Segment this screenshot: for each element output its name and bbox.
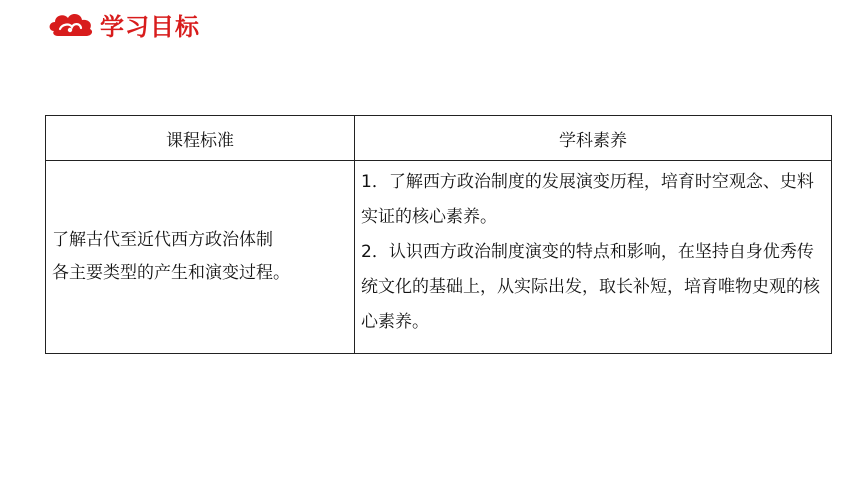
column-header-standard: 课程标准 <box>46 116 355 161</box>
standard-line: 各主要类型的产生和演变过程。 <box>52 263 290 283</box>
standard-cell <box>46 161 355 354</box>
table-row <box>46 161 832 354</box>
standard-line: 了解古代至近代西方政治体制 <box>52 230 273 250</box>
section-header <box>48 4 200 44</box>
literacy-item: 1．了解西方政治制度的发展演变历程，培育时空观念、史料实证的核心素养。 <box>361 172 814 227</box>
literacy-item: 2．认识西方政治制度演变的特点和影响，在坚持自身优秀传统文化的基础上，从实际出发，取长补短，培育唯物史观的核心素养。 <box>361 242 820 332</box>
literacy-cell <box>355 161 832 354</box>
objectives-table <box>45 115 832 354</box>
column-header-literacy: 学科素养 <box>355 116 832 161</box>
table-header-row <box>46 116 832 161</box>
cloud-logo-icon <box>48 9 94 39</box>
page-title: 学习目标 <box>100 12 200 41</box>
